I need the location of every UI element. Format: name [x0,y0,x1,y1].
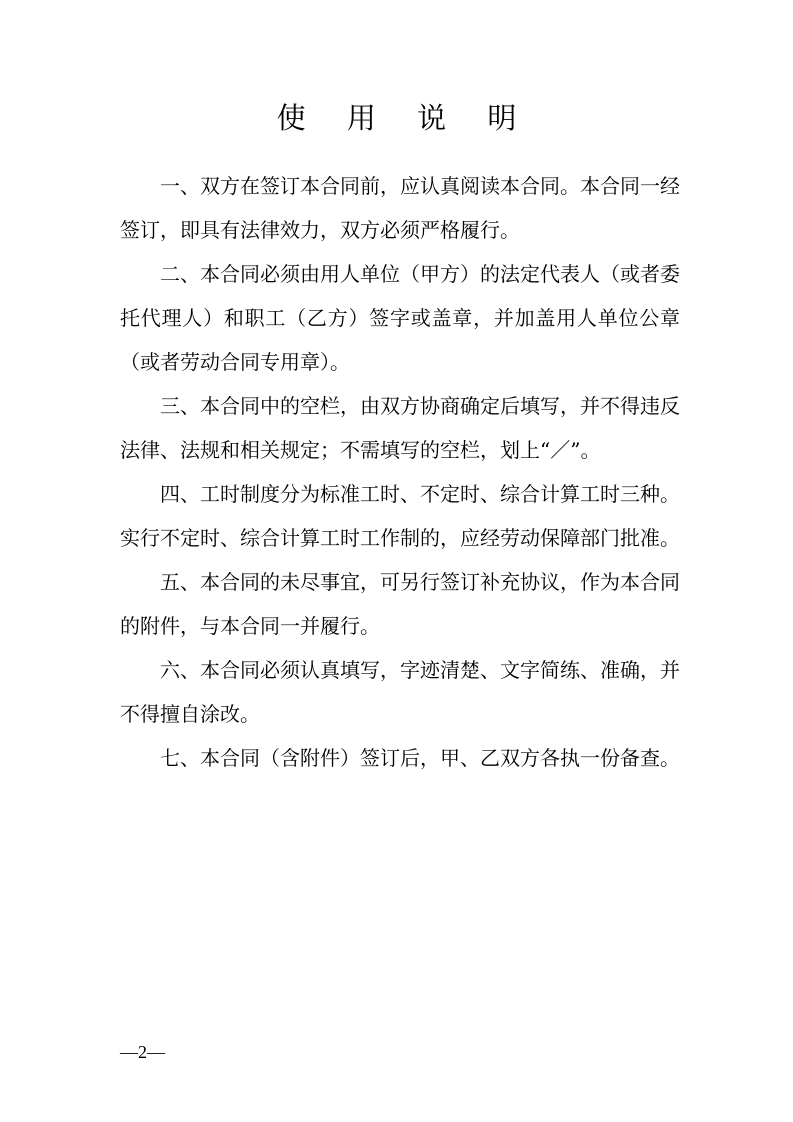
instruction-paragraph-1: 一、双方在签订本合同前，应认真阅读本合同。本合同一经签订，即具有法律效力，双方必须严格履行。 [120,174,680,242]
instruction-paragraph-3: 三、本合同中的空栏，由双方协商确定后填写，并不得违反法律、法规和相关规定；不需填写的空栏，划上“／”。 [120,394,680,462]
instruction-paragraph-5: 五、本合同的未尽事宜，可另行签订补充协议，作为本合同的附件，与本合同一并履行。 [120,570,680,638]
instructions-body [120,164,680,780]
instruction-paragraph-7: 七、本合同（含附件）签订后，甲、乙双方各执一份备查。 [160,746,680,770]
page-title: 使 用 说 明 [276,101,533,135]
page-number: —2— [120,1042,165,1062]
instruction-paragraph-2: 二、本合同必须由用人单位（甲方）的法定代表人（或者委托代理人）和职工（乙方）签字或盖章，并加盖用人单位公章（或者劳动合同专用章）。 [120,262,680,374]
instruction-paragraph-4: 四、工时制度分为标准工时、不定时、综合计算工时三种。实行不定时、综合计算工时工作制的，应经劳动保障部门批准。 [120,482,680,550]
instruction-paragraph-6: 六、本合同必须认真填写，字迹清楚、文字简练、准确，并不得擅自涂改。 [120,658,680,726]
